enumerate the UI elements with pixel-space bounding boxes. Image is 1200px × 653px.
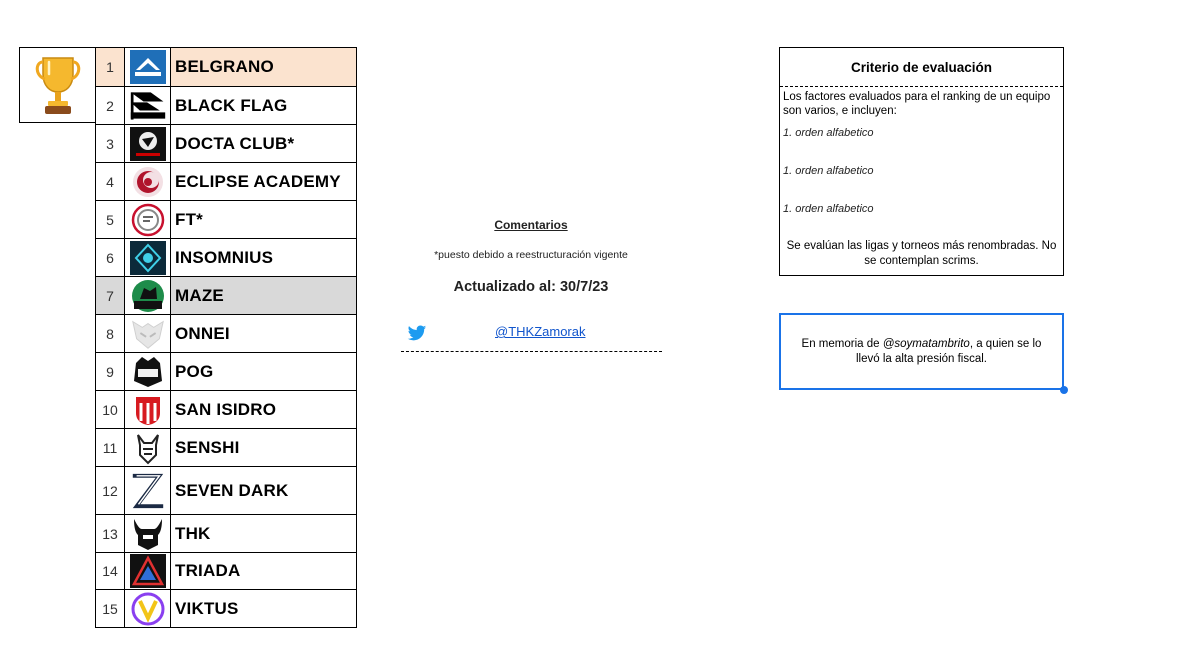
rank-number: 6	[96, 239, 125, 277]
rank-number: 4	[96, 163, 125, 201]
rank-number: 1	[96, 48, 125, 87]
team-logo	[125, 125, 171, 163]
table-row[interactable]	[96, 467, 357, 515]
team-logo	[125, 277, 171, 315]
team-name: VIKTUS	[171, 590, 357, 628]
memorial-text	[791, 337, 1052, 367]
criteria-item: 1. orden alfabetico	[783, 203, 874, 215]
table-row[interactable]	[96, 125, 357, 163]
team-name: POG	[171, 353, 357, 391]
memorial-note[interactable]	[779, 313, 1064, 390]
team-name: SAN ISIDRO	[171, 391, 357, 429]
selection-resize-handle[interactable]	[1060, 386, 1068, 394]
table-row[interactable]	[96, 590, 357, 628]
table-row[interactable]	[96, 87, 357, 125]
rank-number: 10	[96, 391, 125, 429]
insomnius-logo-icon	[130, 241, 166, 275]
table-row[interactable]	[96, 277, 357, 315]
comments-section	[400, 218, 662, 295]
table-row[interactable]	[96, 201, 357, 239]
twitter-handle-link[interactable]: @THKZamorak	[495, 324, 586, 339]
rank-number: 14	[96, 553, 125, 590]
onnei-logo-icon	[129, 317, 167, 351]
ranking-table	[95, 47, 357, 628]
belgrano-logo-icon	[130, 50, 166, 84]
rank-number: 13	[96, 515, 125, 553]
team-logo	[125, 553, 171, 590]
team-name: TRIADA	[171, 553, 357, 590]
team-logo	[125, 315, 171, 353]
team-logo	[125, 429, 171, 467]
criteria-footer: Se evalúan las ligas y torneos más renombradas. No se contemplan scrims.	[786, 240, 1057, 267]
team-name: BLACK FLAG	[171, 87, 357, 125]
san-isidro-logo-icon	[130, 393, 166, 427]
table-row[interactable]	[96, 163, 357, 201]
rank-number: 3	[96, 125, 125, 163]
rank-number: 11	[96, 429, 125, 467]
trophy-cell	[19, 47, 96, 123]
docta-club-logo-icon	[130, 127, 166, 161]
rank-number: 12	[96, 467, 125, 515]
team-name: SEVEN DARK	[171, 467, 357, 515]
table-row[interactable]	[96, 553, 357, 590]
memorial-suffix: , a quien se lo llevó la alta presión fiscal.	[855, 337, 1042, 365]
trophy-icon	[33, 52, 83, 118]
criteria-box	[779, 47, 1064, 276]
rank-number: 5	[96, 201, 125, 239]
team-logo	[125, 163, 171, 201]
pog-logo-icon	[130, 355, 166, 389]
team-logo	[125, 590, 171, 628]
black-flag-logo-icon	[129, 89, 167, 123]
team-logo	[125, 353, 171, 391]
twitter-row	[401, 321, 662, 352]
criteria-item: 1. orden alfabetico	[783, 165, 874, 177]
comments-title: Comentarios	[494, 218, 568, 232]
team-name: INSOMNIUS	[171, 239, 357, 277]
table-row[interactable]	[96, 429, 357, 467]
memorial-handle: @soymatambrito	[882, 337, 970, 350]
eclipse-academy-logo-icon	[130, 165, 166, 199]
rank-number: 15	[96, 590, 125, 628]
table-row[interactable]	[96, 391, 357, 429]
maze-logo-icon	[130, 279, 166, 313]
team-name: SENSHI	[171, 429, 357, 467]
team-name: FT*	[171, 201, 357, 239]
rank-number: 2	[96, 87, 125, 125]
team-logo	[125, 515, 171, 553]
twitter-icon	[407, 325, 427, 342]
team-name: DOCTA CLUB*	[171, 125, 357, 163]
table-row[interactable]	[96, 515, 357, 553]
updated-date: Actualizado al: 30/7/23	[453, 279, 609, 295]
table-row[interactable]	[96, 353, 357, 391]
team-logo	[125, 87, 171, 125]
team-logo	[125, 391, 171, 429]
viktus-logo-icon	[130, 592, 166, 626]
criteria-item: 1. orden alfabetico	[783, 127, 874, 139]
rank-number: 9	[96, 353, 125, 391]
team-name: MAZE	[171, 277, 357, 315]
team-logo	[125, 201, 171, 239]
memorial-prefix: En memoria de	[801, 337, 883, 350]
rank-number: 7	[96, 277, 125, 315]
rank-number: 8	[96, 315, 125, 353]
table-row[interactable]	[96, 315, 357, 353]
ft-logo-icon	[130, 203, 166, 237]
team-name: ECLIPSE ACADEMY	[171, 163, 357, 201]
criteria-title: Criterio de evaluación	[780, 48, 1063, 87]
team-logo	[125, 239, 171, 277]
criteria-intro: Los factores evaluados para el ranking de un equipo son varios, e incluyen:	[783, 91, 1051, 117]
seven-dark-logo-icon	[129, 469, 167, 513]
team-name: THK	[171, 515, 357, 553]
team-logo	[125, 48, 171, 87]
table-row[interactable]	[96, 239, 357, 277]
team-logo	[125, 467, 171, 515]
senshi-logo-icon	[130, 431, 166, 465]
team-name: BELGRANO	[171, 48, 357, 87]
team-name: ONNEI	[171, 315, 357, 353]
table-row[interactable]	[96, 48, 357, 87]
comments-note: *puesto debido a reestructuración vigente	[434, 249, 628, 261]
thk-logo-icon	[130, 517, 166, 551]
triada-logo-icon	[130, 554, 166, 588]
